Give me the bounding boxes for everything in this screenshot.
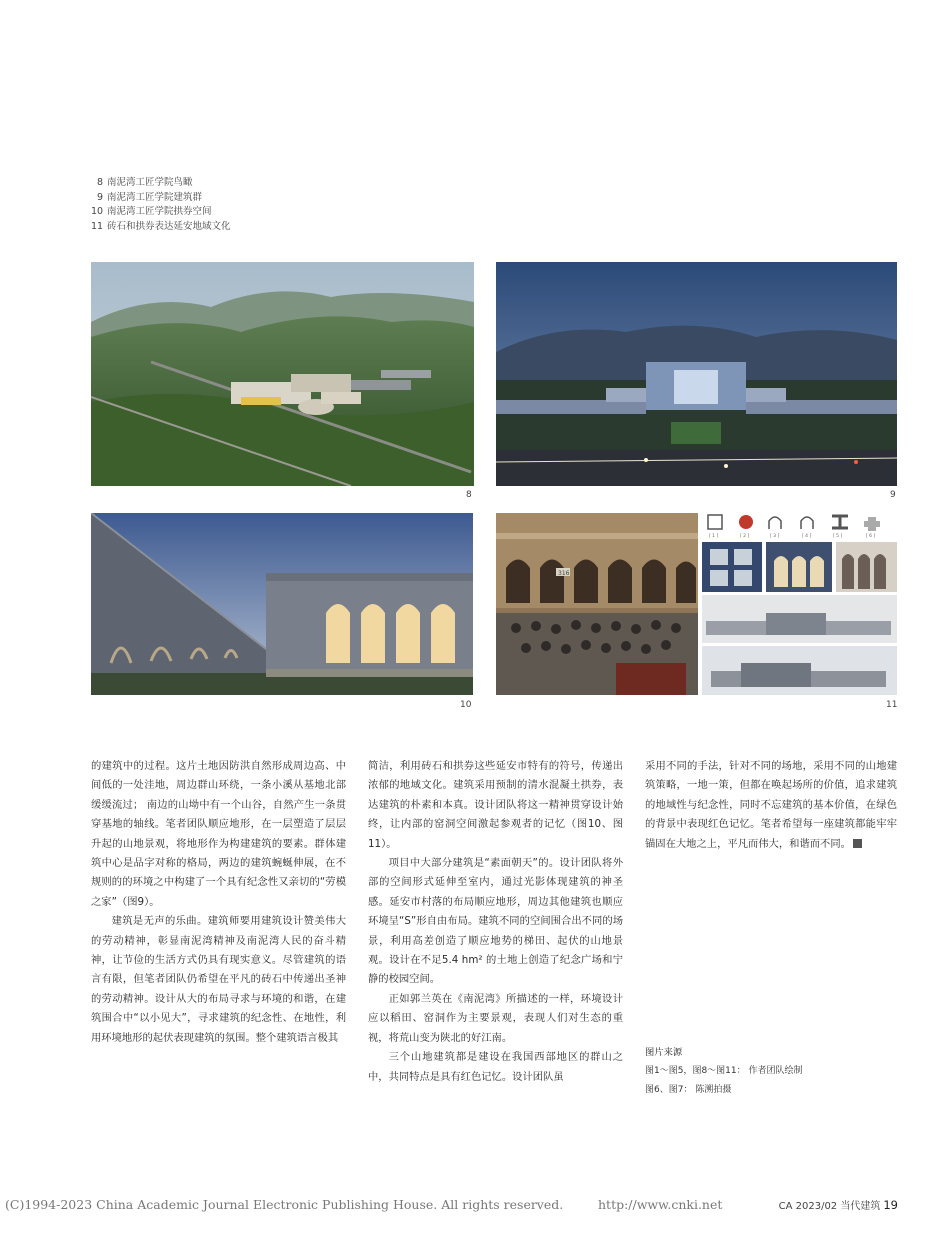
night-photo-illustration	[496, 262, 897, 486]
diagram-label-6: [ 6 ]	[866, 534, 876, 539]
figure-9-number: 9	[890, 490, 896, 500]
cnki-link[interactable]: http://www.cnki.net	[598, 1197, 723, 1212]
paragraph: 正如郭兰英在《南泥湾》所描述的一样，环境设计应以稻田、窑洞作为主要景观，表现人们对生态的重视，将荒山变为陕北的好江南。	[368, 992, 623, 1044]
paragraph: 采用不同的手法，针对不同的场地，采用不同的山地建筑策略，一地一策，但都在唤起场所的价值，追求建筑的地域性与纪念性，同时不忘建筑的基本价值，在绿色的背景中表现红色记忆。笔者希望每一座建筑都能牢牢锚固在大地之上，平凡而伟大，和谐而不同。	[645, 760, 897, 850]
arch-render-illustration	[91, 513, 473, 695]
figure-10-arch-render	[91, 513, 473, 695]
caption-10: 10 南泥湾工匠学院拱券空间	[91, 206, 212, 218]
building-sign: 316	[558, 570, 570, 577]
caption-9: 9 南泥湾工匠学院建筑群	[96, 191, 203, 203]
credit-line: 图1～图5，图8～图11： 作者团队绘制	[645, 1066, 803, 1076]
caption-8: 8 南泥湾工匠学院鸟瞰	[96, 177, 193, 188]
figure-8-aerial-photo	[91, 262, 474, 486]
paragraph: 三个山地建筑都是建设在我国西部地区的群山之中，共同特点是具有红色记忆。设计团队虽	[368, 1051, 623, 1083]
paragraph: 建筑是无声的乐曲。建筑师要用建筑设计赞美伟大的劳动精神，彰显南泥湾精神及南泥湾人民的奋斗精神，让节俭的生活方式仍具有现实意义。尽管建筑的语言有限，但笔者团队仍希望在平凡的砖石中传递出圣神的劳动精神。设计从大的布局寻求与环境的和谐，在建筑围合中“以小见大”，寻求建筑的纪念性、在地性，利用环境地形的起伏表现建筑的氛围。整个建筑语言极其	[91, 915, 346, 1044]
journal-info: CA 2023/02 当代建筑	[778, 1201, 881, 1212]
paragraph: 的建筑中的过程。这片土地因防洪自然形成周边高、中间低的一处洼地，周边群山环绕，一条小溪从基地北部缓缓流过； 南边的山坳中有一个山谷，自然产生一条贯穿基地的轴线。笔者团队顺应地形，在一层塑造了层层升起的山地景观，将地形作为构建建筑的要素。群体建筑中心是品字对称的格局，两边的建筑蜿蜒伸展，在不规则的的环境之中构建了一个具有纪念性又亲切的“劳模之家”（图9）。	[91, 760, 346, 908]
text-column-3	[645, 757, 897, 854]
caption-11: 11 砖石和拱券表达延安地域文化	[91, 220, 231, 232]
credits-heading: 图片来源	[645, 1047, 683, 1058]
aerial-photo-illustration	[91, 262, 474, 486]
page-folio	[779, 1197, 898, 1212]
image-credits	[645, 1043, 803, 1100]
paragraph: 简洁，利用砖石和拱券这些延安市特有的符号，传递出浓郁的地域文化。建筑采用预制的清水混凝土拱券，表达建筑的朴素和本真。设计团队将这一精神贯穿设计始终，让内部的窑洞空间激起参观者的记忆（图10、图11）。	[368, 760, 623, 850]
page-number: 19	[883, 1198, 898, 1212]
end-mark-icon	[853, 839, 862, 848]
figure-8-number: 8	[466, 490, 472, 500]
diagram-label-2: [ 2 ]	[740, 534, 750, 539]
figure-9-night-photo	[496, 262, 897, 486]
paragraph: 项目中大部分建筑是“素面朝天”的。设计团队将外部的空间形式延伸至室内，通过光影体现建筑的神圣感。延安市村落的布局顺应地形，周边其他建筑也顺应环境呈“S”形自由布局。建筑不同的空间围合出不同的场景，利用高差创造了顺应地势的梯田、起伏的山地景观。设计在不足5.4 hm² 的土地上创造了纪念广场和宁静的校园空间。	[368, 857, 623, 986]
text-column-2	[368, 757, 623, 1087]
figure-11-number: 11	[886, 700, 898, 710]
diagram-label-3: [ 3 ]	[770, 534, 780, 539]
copyright-text: (C)1994-2023 China Academic Journal Electronic Publishing House. All rights reserved.	[5, 1197, 564, 1212]
credit-line: 图6、图7： 陈溯拍摄	[645, 1085, 732, 1095]
figure-captions	[91, 176, 231, 234]
figure-10-number: 10	[460, 700, 472, 710]
diagram-label-1: [ 1 ]	[709, 534, 719, 539]
figure-11-collage	[496, 513, 897, 695]
diagram-label-4: [ 4 ]	[802, 534, 812, 539]
collage-illustration	[496, 513, 897, 695]
text-column-1	[91, 757, 346, 1048]
diagram-label-5: [ 5 ]	[833, 534, 843, 539]
